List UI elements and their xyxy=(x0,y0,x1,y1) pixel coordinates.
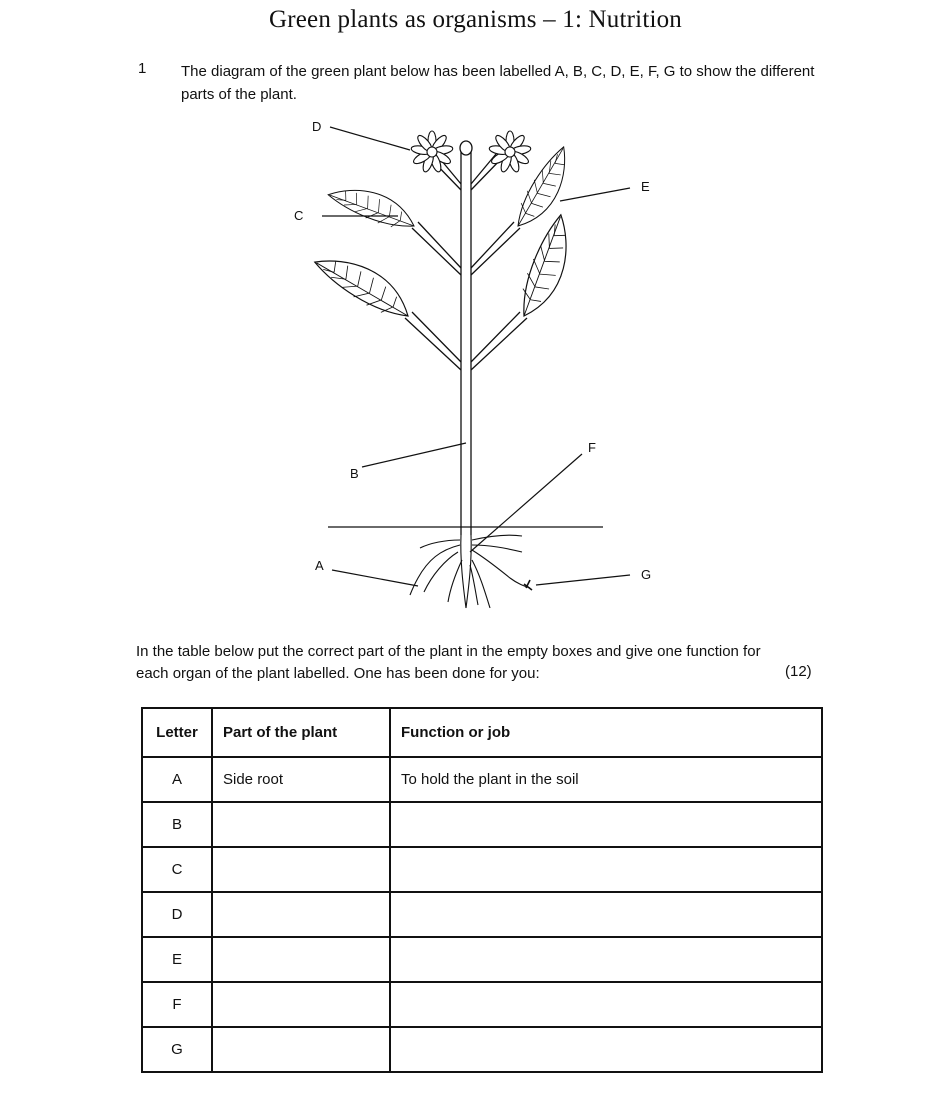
row-letter: C xyxy=(142,847,212,892)
row-letter: F xyxy=(142,982,212,1027)
row-function[interactable] xyxy=(390,982,822,1027)
row-function[interactable] xyxy=(390,1027,822,1072)
label-a: A xyxy=(315,558,324,573)
table-row xyxy=(142,757,822,802)
label-c: C xyxy=(294,208,304,223)
row-function[interactable] xyxy=(390,847,822,892)
row-letter: B xyxy=(142,802,212,847)
label-g: G xyxy=(641,567,652,582)
row-part[interactable] xyxy=(212,847,390,892)
row-letter: G xyxy=(142,1027,212,1072)
row-part[interactable] xyxy=(212,892,390,937)
label-d: D xyxy=(312,119,322,134)
table-row xyxy=(142,1027,822,1072)
row-function[interactable] xyxy=(390,802,822,847)
header-function: Function or job xyxy=(390,708,822,757)
row-part[interactable]: Side root xyxy=(212,757,390,802)
table-row xyxy=(142,802,822,847)
page-title: Green plants as organisms – 1: Nutrition xyxy=(268,6,683,33)
row-part[interactable] xyxy=(212,937,390,982)
row-letter: D xyxy=(142,892,212,937)
row-part[interactable] xyxy=(212,802,390,847)
header-letter: Letter xyxy=(142,708,212,757)
table-row xyxy=(142,982,822,1027)
label-e: E xyxy=(641,179,650,194)
question-text: The diagram of the green plant below has been labelled A, B, C, D, E, F, G to show the different parts of the plant. xyxy=(181,63,815,103)
row-function[interactable]: To hold the plant in the soil xyxy=(390,757,822,802)
table-row xyxy=(142,937,822,982)
question-number: 1 xyxy=(138,60,147,77)
table-header-row xyxy=(142,708,822,757)
instruction-text: In the table below put the correct part of the plant in the empty boxes and give one function for each organ of the plant labelled. One has been done for you: xyxy=(136,643,761,682)
table-row xyxy=(142,892,822,937)
row-letter: E xyxy=(142,937,212,982)
label-f: F xyxy=(588,440,596,455)
row-function[interactable] xyxy=(390,892,822,937)
row-function[interactable] xyxy=(390,937,822,982)
header-part: Part of the plant xyxy=(212,708,390,757)
table-row xyxy=(142,847,822,892)
row-part[interactable] xyxy=(212,1027,390,1072)
answer-table xyxy=(141,707,823,1073)
label-b: B xyxy=(350,466,359,481)
stem xyxy=(405,141,527,535)
marks: (12) xyxy=(785,663,812,680)
row-letter: A xyxy=(142,757,212,802)
roots xyxy=(410,535,532,608)
row-part[interactable] xyxy=(212,982,390,1027)
